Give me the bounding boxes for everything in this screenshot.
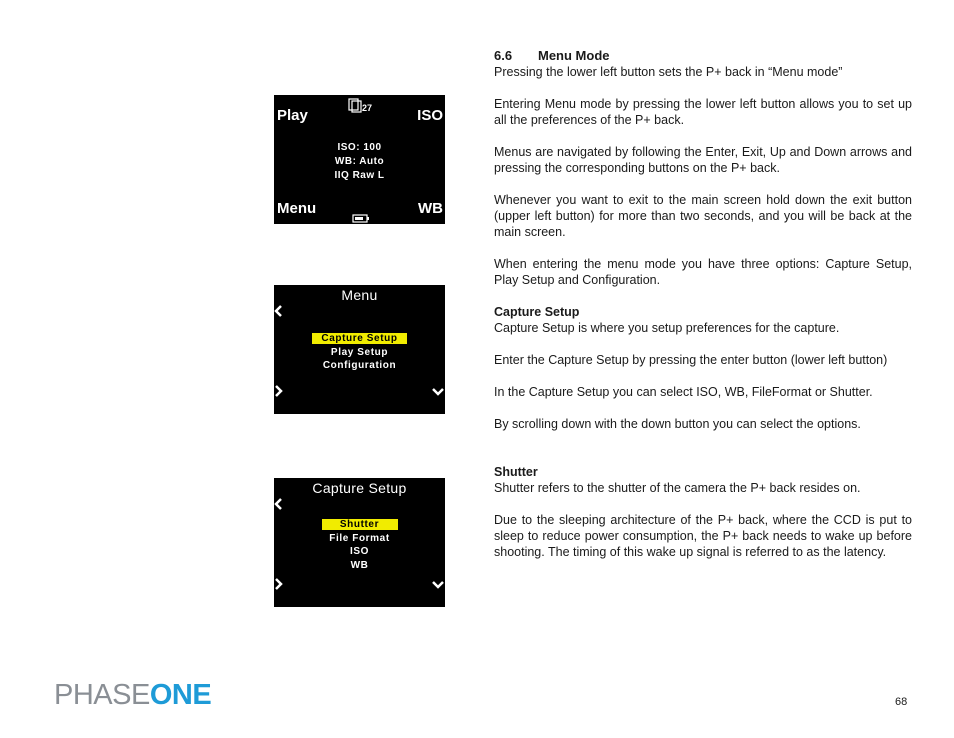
screen-title: Capture Setup [312, 480, 407, 496]
iso-softkey-label: ISO [417, 107, 443, 124]
menu-item-play-setup[interactable]: Play Setup [330, 346, 389, 358]
paragraph: By scrolling down with the down button you can select the options. [494, 417, 861, 431]
section-number: 6.6 [494, 48, 513, 63]
camera-main-screen [274, 95, 445, 224]
menu-item-shutter[interactable]: Shutter [274, 518, 445, 532]
menu-item-wb[interactable]: WB [350, 559, 369, 571]
play-softkey-label: Play [277, 107, 308, 124]
section-title: Menu Mode [538, 48, 610, 63]
camera-menu-screen [274, 285, 445, 414]
screen-title: Menu [341, 287, 378, 303]
menu-softkey-label: Menu [277, 200, 317, 217]
page-number: 68 [895, 696, 908, 708]
camera-capture-setup-screen [274, 478, 445, 607]
enter-arrow-icon [274, 578, 284, 590]
section-heading [494, 48, 912, 64]
menu-item-configuration[interactable]: Configuration [322, 360, 397, 371]
down-arrow-icon [432, 387, 444, 397]
menu-item-file-format[interactable]: File Format [329, 532, 390, 544]
battery-icon [352, 214, 370, 223]
menu-item-capture-setup[interactable]: Capture Setup [274, 332, 445, 346]
capture-setup-heading: Capture Setup [494, 305, 580, 319]
paragraph: Menus are navigated by following the Enter, Exit, Up and Down arrows and pressing the corresponding buttons on the P+ back. [494, 145, 912, 175]
text-column [494, 48, 912, 576]
phase-one-logo [54, 680, 211, 710]
menu-list [274, 332, 445, 373]
paragraph: Whenever you want to exit to the main screen hold down the exit button (upper left button) for more than two seconds, and you will be back at the main screen. [494, 193, 912, 239]
status-wb: WB: Auto [334, 156, 385, 167]
logo-phase: PHASE [54, 679, 150, 711]
paragraph: Capture Setup is where you setup preferences for the capture. [494, 321, 840, 335]
logo-one: ONE [149, 679, 212, 711]
exit-arrow-icon [274, 305, 284, 317]
exit-arrow-icon [274, 498, 284, 510]
paragraph: Enter the Capture Setup by pressing the enter button (lower left button) [494, 353, 888, 367]
paragraph: Due to the sleeping architecture of the P+ back, where the CCD is put to sleep to reduce power consumption, the P+ back needs to wake up before shooting. The timing of this wake up signal is referred to as the latency. [494, 513, 912, 559]
menu-item-iso[interactable]: ISO [349, 546, 370, 557]
shutter-heading: Shutter [494, 465, 538, 479]
paragraph: Shutter refers to the shutter of the camera the P+ back resides on. [494, 481, 861, 495]
wb-softkey-label: WB [418, 200, 443, 217]
frames-count: 27 [362, 103, 373, 113]
paragraph: In the Capture Setup you can select ISO, WB, FileFormat or Shutter. [494, 385, 873, 399]
paragraph: Entering Menu mode by pressing the lower left button allows you to set up all the preferences of the P+ back. [494, 97, 912, 127]
section-intro: Pressing the lower left button sets the P+ back in “Menu mode” [494, 65, 843, 79]
status-format: IIQ Raw L [334, 170, 385, 181]
down-arrow-icon [432, 580, 444, 590]
menu-list [274, 518, 445, 572]
enter-arrow-icon [274, 385, 284, 397]
paragraph: When entering the menu mode you have three options: Capture Setup, Play Setup and Configuration. [494, 257, 912, 287]
status-iso: ISO: 100 [337, 142, 382, 153]
capture-status [274, 141, 445, 183]
